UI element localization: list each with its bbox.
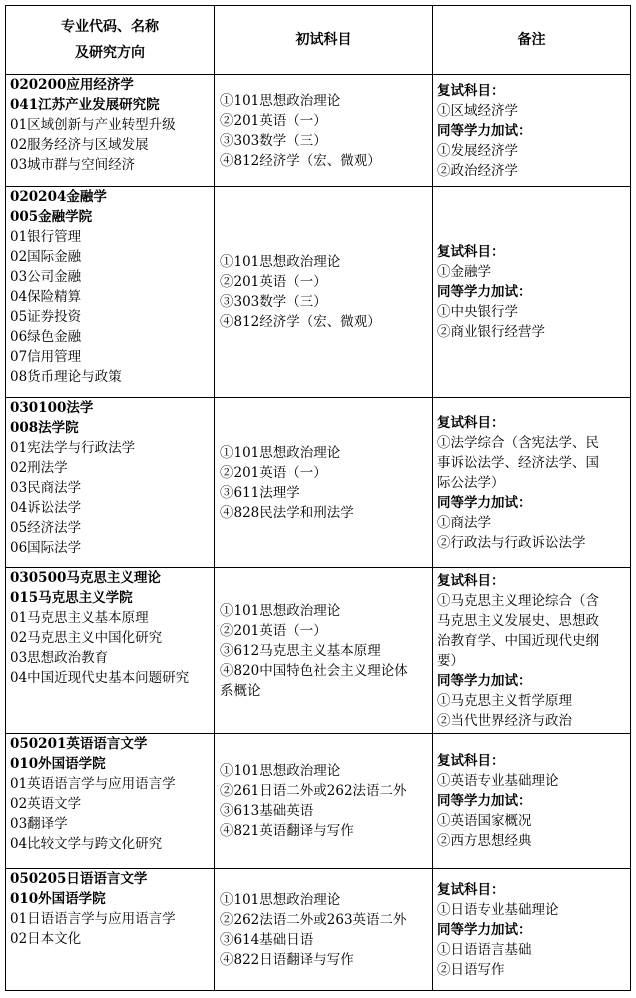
school-name: 041江苏产业发展研究院: [10, 97, 160, 113]
research-direction: 03思想政治教育: [10, 650, 109, 666]
exam-subject: ③303数学（三）: [220, 294, 327, 310]
table-row: [6, 75, 631, 187]
major-code-name: 020200应用经济学: [10, 77, 134, 93]
major-content: [6, 398, 214, 558]
retest-subject: ①法学综合（含宪法学、民: [437, 434, 599, 451]
extra-exam-subject: ②行政法与行政诉讼法学: [437, 534, 586, 551]
exam-subjects-cell: [215, 187, 433, 398]
notes-cell: [433, 734, 631, 869]
exam-subject: ②261日语二外或262法语二外: [220, 783, 407, 799]
major-content: [6, 75, 214, 175]
exam-subject: ④812经济学（宏、微观）: [220, 152, 381, 169]
major-content: [6, 869, 214, 949]
research-direction: 05经济法学: [10, 520, 82, 536]
extra-exam-subject: ②商业银行经营学: [437, 324, 545, 340]
research-direction: 01马克思主义基本原理: [10, 610, 149, 626]
research-direction: 05证券投资: [10, 309, 82, 325]
extra-exam-subject: ①马克思主义哲学原理: [437, 692, 572, 709]
notes-content: [433, 751, 630, 851]
major-content: [6, 734, 214, 854]
exam-subject: ④828民法学和刑法学: [220, 504, 354, 521]
header-major-cell: [6, 6, 215, 75]
extra-exam-subject: ①商法学: [437, 514, 491, 531]
exam-subjects-content: [215, 91, 432, 171]
header-major-line1: 专业代码、名称: [61, 19, 159, 35]
research-direction: 04保险精算: [10, 289, 82, 305]
exam-subject: ①101思想政治理论: [220, 444, 341, 461]
notes-content: [433, 413, 630, 553]
research-direction: 01区域创新与产业转型升级: [10, 117, 176, 133]
extra-exam-subject: ①中央银行学: [437, 304, 518, 320]
research-direction: 03城市群与空间经济: [10, 157, 136, 173]
extra-exam-subject: ②政治经济学: [437, 162, 518, 179]
exam-subjects-cell: [215, 734, 433, 869]
retest-title: 复试科目：: [437, 82, 505, 99]
exam-subject: ①101思想政治理论: [220, 763, 341, 779]
research-direction: 03公司金融: [10, 269, 82, 285]
exam-subject: ④821英语翻译与写作: [220, 823, 354, 839]
exam-subjects-content: [215, 601, 432, 701]
exam-subject: ①101思想政治理论: [220, 254, 341, 270]
school-name: 010外国语学院: [10, 756, 106, 772]
school-name: 015马克思主义学院: [10, 590, 133, 606]
extra-exam-title: 同等学力加试：: [437, 494, 532, 511]
table-header-row: [6, 6, 631, 75]
program-table: [5, 5, 631, 991]
notes-cell: [433, 398, 631, 568]
research-direction: 01宪法学与行政法学: [10, 440, 136, 456]
retest-subject: 要）: [437, 652, 464, 669]
extra-exam-subject: ②日语写作: [437, 961, 505, 978]
retest-title: 复试科目：: [437, 244, 505, 260]
major-content: [6, 187, 214, 387]
notes-cell: [433, 187, 631, 398]
extra-exam-title: 同等学力加试：: [437, 122, 532, 139]
extra-exam-title: 同等学力加试：: [437, 921, 532, 938]
research-direction: 07信用管理: [10, 349, 82, 365]
exam-subject: ③611法理学: [220, 484, 300, 501]
table-row: [6, 568, 631, 734]
retest-subject: 马克思主义发展史、思想政: [437, 612, 599, 629]
exam-subject: ③612马克思主义基本原理: [220, 642, 381, 659]
major-cell: [6, 398, 215, 568]
exam-subject: ④822日语翻译与写作: [220, 951, 354, 968]
research-direction: 01英语语言学与应用语言学: [10, 776, 176, 792]
research-direction: 04比较文学与跨文化研究: [10, 836, 163, 852]
major-code-name: 020204金融学: [10, 189, 107, 205]
research-direction: 03翻译学: [10, 816, 68, 832]
extra-exam-subject: ①日语语言基础: [437, 941, 532, 958]
major-cell: [6, 187, 215, 398]
research-direction: 08货币理论与政策: [10, 369, 122, 385]
research-direction: 02马克思主义中国化研究: [10, 630, 163, 646]
notes-content: [433, 242, 630, 342]
table-row: [6, 734, 631, 869]
retest-title: 复试科目：: [437, 881, 505, 898]
retest-subject: 事诉讼法学、经济法学、国: [437, 454, 599, 471]
research-direction: 03民商法学: [10, 480, 82, 496]
exam-subject: ②201英语（一）: [220, 622, 327, 639]
major-cell: [6, 734, 215, 869]
exam-subject: ④812经济学（宏、微观）: [220, 314, 381, 330]
notes-cell: [433, 75, 631, 187]
extra-exam-title: 同等学力加试：: [437, 284, 532, 300]
header-exam-cell: 初试科目: [215, 6, 433, 75]
research-direction: 06绿色金融: [10, 329, 82, 345]
retest-subject: 治教育学、中国近现代史纲: [437, 632, 599, 649]
exam-subject: ②201英语（一）: [220, 464, 327, 481]
exam-subject: ②262法语二外或263英语二外: [220, 911, 407, 928]
retest-title: 复试科目：: [437, 414, 505, 431]
retest-subject: ①金融学: [437, 264, 491, 280]
school-name: 005金融学院: [10, 209, 93, 225]
exam-subjects-cell: [215, 568, 433, 734]
exam-subject: ④820中国特色社会主义理论体: [220, 662, 408, 679]
school-name: 008法学院: [10, 420, 79, 436]
exam-subject: ③613基础英语: [220, 803, 314, 819]
research-direction: 02服务经济与区域发展: [10, 137, 149, 153]
exam-subject: ③614基础日语: [220, 931, 314, 948]
exam-subject: ①101思想政治理论: [220, 891, 341, 908]
retest-title: 复试科目：: [437, 753, 505, 769]
exam-subject: ②201英语（一）: [220, 274, 327, 290]
exam-subject: ①101思想政治理论: [220, 92, 341, 109]
exam-subject: ①101思想政治理论: [220, 602, 341, 619]
research-direction: 01日语语言学与应用语言学: [10, 911, 176, 927]
notes-content: [433, 81, 630, 181]
notes-cell: [433, 568, 631, 734]
notes-cell: [433, 869, 631, 991]
exam-subjects-content: [215, 761, 432, 841]
research-direction: 04中国近现代史基本问题研究: [10, 670, 190, 686]
school-name: 010外国语学院: [10, 891, 106, 907]
exam-subjects-content: [215, 252, 432, 332]
research-direction: 02国际金融: [10, 249, 82, 265]
exam-subjects-cell: [215, 398, 433, 568]
research-direction: 02刑法学: [10, 460, 68, 476]
exam-subjects-content: [215, 890, 432, 970]
retest-subject: ①英语专业基础理论: [437, 773, 559, 789]
extra-exam-title: 同等学力加试：: [437, 793, 532, 809]
research-direction: 01银行管理: [10, 229, 82, 245]
exam-subject: 系概论: [220, 682, 261, 699]
major-content: [6, 568, 214, 688]
major-cell: [6, 75, 215, 187]
major-cell: [6, 568, 215, 734]
extra-exam-subject: ①发展经济学: [437, 142, 518, 159]
header-major-line2: 及研究方向: [75, 45, 145, 61]
major-code-name: 050201英语语言文学: [10, 736, 148, 752]
exam-subject: ③303数学（三）: [220, 132, 327, 149]
major-code-name: 030100法学: [10, 400, 94, 416]
notes-content: [433, 571, 630, 731]
extra-exam-subject: ②当代世界经济与政治: [437, 712, 572, 729]
retest-subject: ①马克思主义理论综合（含: [437, 592, 599, 609]
research-direction: 06国际法学: [10, 540, 82, 556]
major-cell: [6, 869, 215, 991]
research-direction: 04诉讼法学: [10, 500, 82, 516]
research-direction: 02英语文学: [10, 796, 82, 812]
exam-subject: ②201英语（一）: [220, 112, 327, 129]
extra-exam-title: 同等学力加试：: [437, 672, 532, 689]
research-direction: 02日本文化: [10, 931, 82, 947]
exam-subjects-content: [215, 443, 432, 523]
extra-exam-subject: ①英语国家概况: [437, 813, 532, 829]
exam-subjects-cell: [215, 869, 433, 991]
major-code-name: 050205日语语言文学: [10, 871, 148, 887]
header-notes-cell: 备注: [433, 6, 631, 75]
retest-subject: ①区域经济学: [437, 102, 518, 119]
notes-content: [433, 880, 630, 980]
retest-title: 复试科目：: [437, 572, 505, 589]
major-code-name: 030500马克思主义理论: [10, 570, 161, 586]
retest-subject: ①日语专业基础理论: [437, 901, 559, 918]
retest-subject: 际公法学）: [437, 474, 505, 491]
table-row: [6, 869, 631, 991]
extra-exam-subject: ②西方思想经典: [437, 833, 532, 849]
table-row: [6, 187, 631, 398]
table-row: [6, 398, 631, 568]
exam-subjects-cell: [215, 75, 433, 187]
